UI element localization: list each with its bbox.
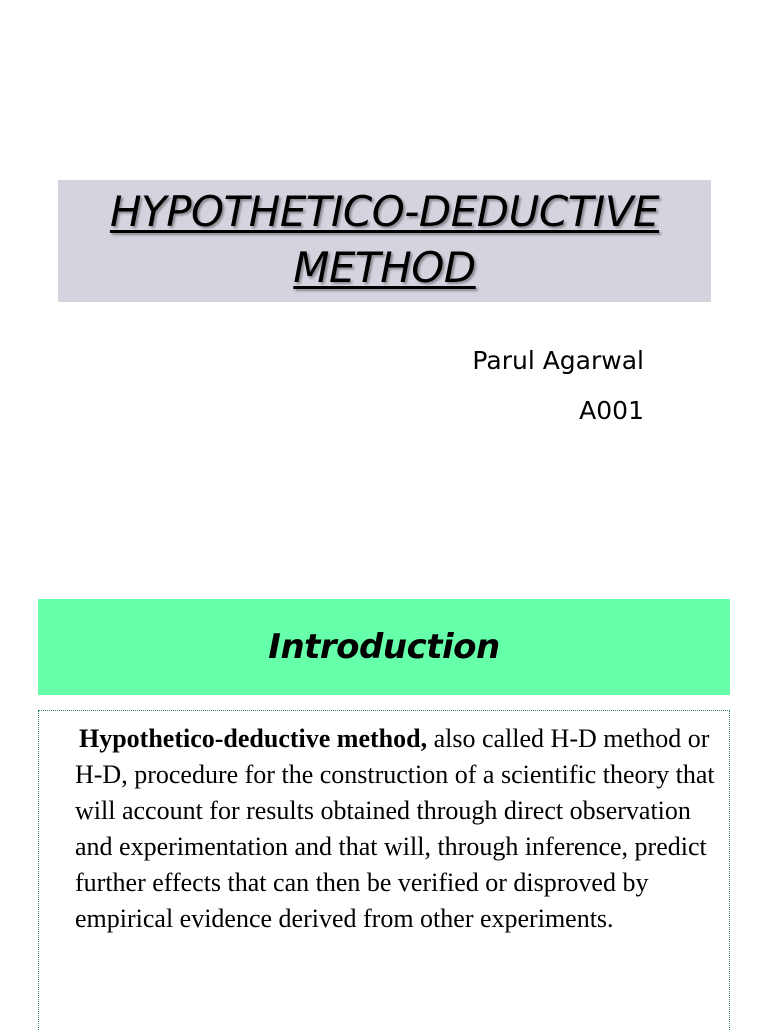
section-heading: Introduction — [268, 627, 500, 667]
slide-title — [58, 180, 711, 296]
author-id: A001 — [579, 396, 644, 425]
title-band — [58, 180, 711, 302]
slide-title-line-2: METHOD — [293, 243, 476, 292]
author-name: Parul Agarwal — [472, 346, 644, 375]
intro-definition: also called H-D method or H-D, procedure for the construction of a scientific theory that will account for results obtained through direct observation and experimentation and that will, through inference, predict further effects that can then be verified or disproved by empirical evidence derived from other experiments. — [75, 724, 715, 933]
section-header-band — [38, 599, 730, 695]
intro-term: Hypothetico-deductive method, — [79, 724, 428, 753]
content-box — [38, 710, 730, 1030]
slide-title-line-1: HYPOTHETICO-DEDUCTIVE — [109, 187, 660, 236]
author-block — [472, 336, 644, 436]
intro-paragraph — [75, 721, 715, 937]
